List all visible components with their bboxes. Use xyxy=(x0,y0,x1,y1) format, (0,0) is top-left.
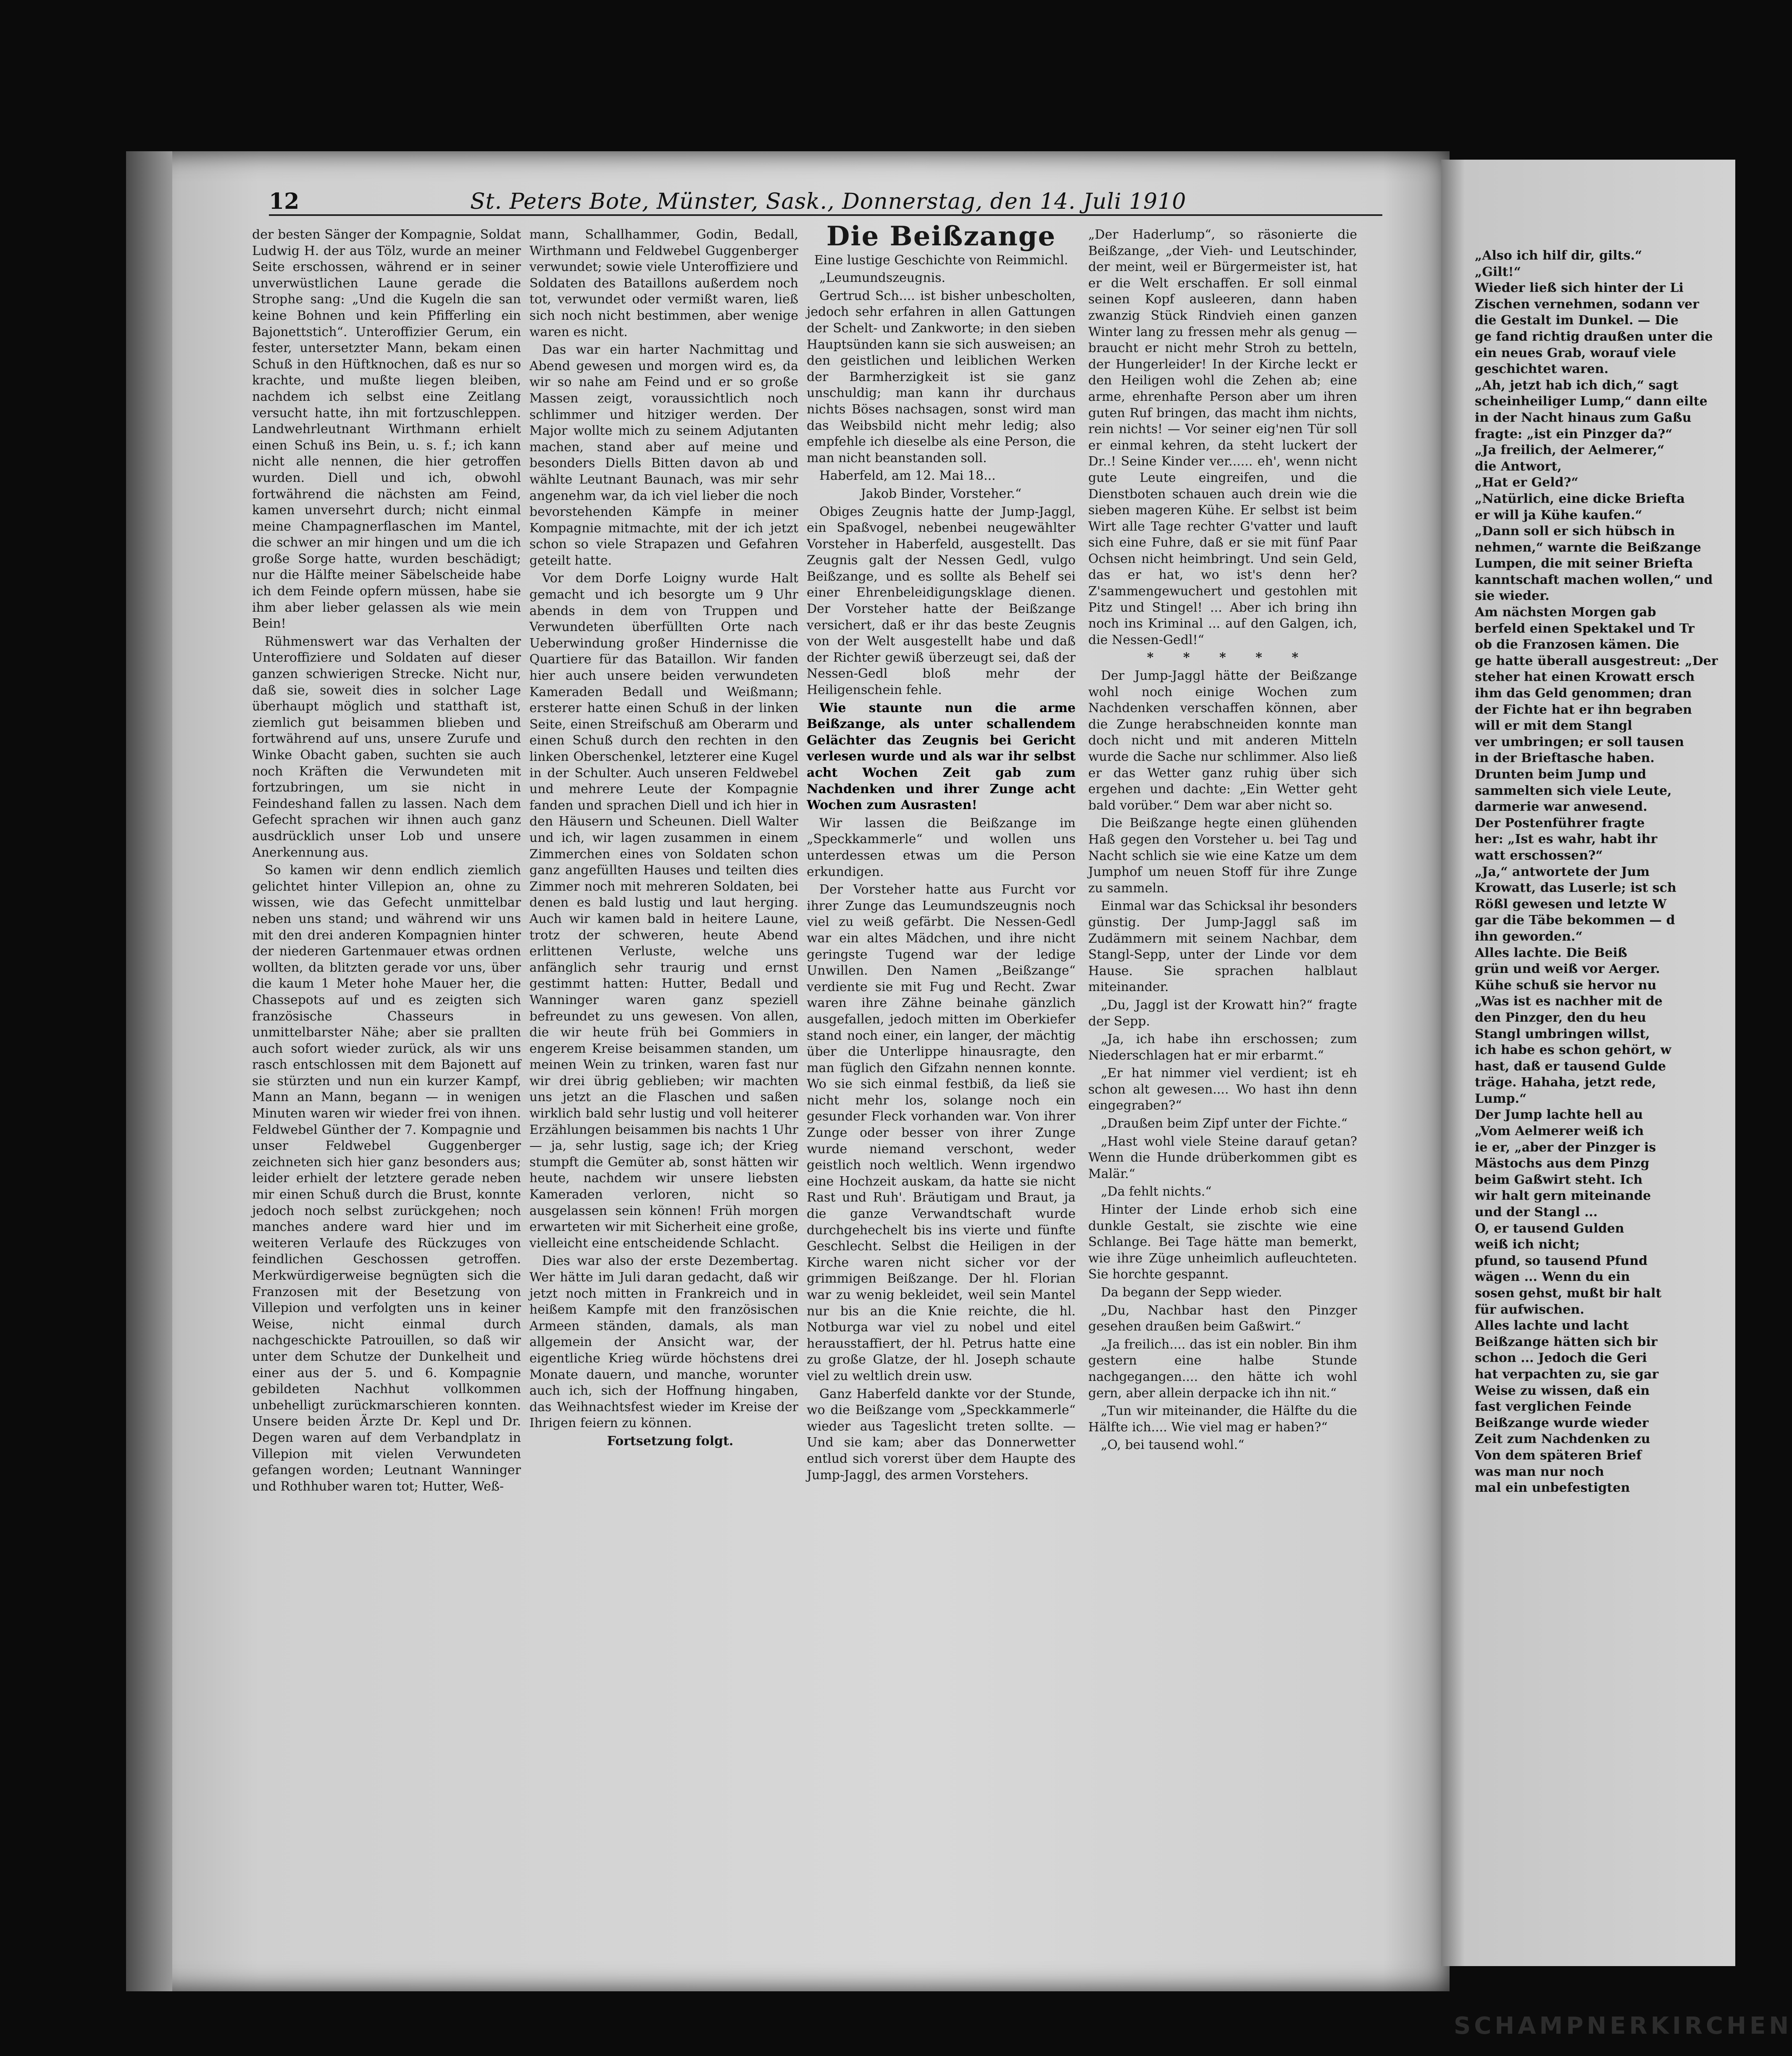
page-number: 12 xyxy=(269,189,300,214)
right-page-line: in der Nacht hinaus zum Gaßu xyxy=(1475,410,1692,425)
right-page-line: „Was ist es nachher mit de xyxy=(1475,994,1663,1009)
right-page-line: Zeit zum Nachdenken zu xyxy=(1475,1432,1650,1447)
bottom-strip-text: SCHAMPNERKIRCHEN xyxy=(1454,2012,1792,2040)
right-page-line: Alles lachte. Die Beiß xyxy=(1475,945,1627,960)
right-page-line: der Fichte hat er ihn begraben xyxy=(1475,702,1692,717)
column-4-paragraph: Hinter der Linde erhob sich eine dunkle Gestalt, sie zischte wie eine Schlange. Bei Tage hätte man bemerkt, wie ihre Züge unheimlich aufleuchteten. Sie horchte gespannt. xyxy=(1088,1202,1357,1282)
right-page-line: hat verpachten zu, sie gar xyxy=(1475,1367,1659,1382)
column-4-paragraph: „Der Haderlump“, so räsonierte die Beißzange, „der Vieh- und Leutschinder, der meint, weil er Bürgermeister ist, hat er die Welt erschaffen. Er soll einmal seinen Kopf ausleeren, dann haben zwanzig Stück Rindvieh einen ganzen Winter lang zu fressen mehr als genug — braucht er nicht mehr Stroh zu betteln, der Hungerleider! In der Kirche leckt er den Heiligen wohl die Zehen ab; eine arme, ehrenhafte Person aber um ihren guten Ruf bringen, das macht ihm nichts, rein nichts! — Vor seiner eig'nen Tür soll er einmal kehren, da steht luckert der Dr..! Seine Kinder ver...... eh', wenn nicht gute Leute eingreifen, und die Dienstboten schauen auch drein wie die sieben mageren Kühe. Er selbst ist beim Wirt alle Tage rechter G'vatter und lauft sich eine Fuhre, daß er sie mit fünf Paar Ochsen nicht heimbringt. Und sein Geld, das er hat, wo ist's denn her? Z'sammengewuchert und gestohlen mit Pitz und Stingel! ... Aber ich bring ihn noch ins Kriminal ... auf den Galgen, ich, die Nessen-Gedl!“ xyxy=(1088,227,1357,647)
right-page-line: Am nächsten Morgen gab xyxy=(1475,605,1656,620)
right-page-text xyxy=(1475,248,1777,1496)
right-page-line: ihm das Geld genommen; dran xyxy=(1475,686,1692,701)
column-3 xyxy=(807,221,1076,1865)
right-page-line: her: „Ist es wahr, habt ihr xyxy=(1475,832,1658,847)
column-4-paragraph: Die Beißzange hegte einen glühenden Haß gegen den Vorsteher u. bei Tag und Nacht schlich sie wie eine Katze um dem Jumphof um neuen Stoff für ihre Zunge zu sammeln. xyxy=(1088,816,1357,896)
right-page-line: Mästochs aus dem Pinzg xyxy=(1475,1156,1650,1171)
masthead: St. Peters Bote, Münster, Sask., Donnerstag, den 14. Juli 1910 xyxy=(470,189,1187,214)
right-page-line: darmerie war anwesend. xyxy=(1475,799,1647,815)
right-page-line: schon ... Jedoch die Geri xyxy=(1475,1351,1647,1366)
right-page-line: Drunten beim Jump und xyxy=(1475,767,1647,782)
right-page-line: ich habe es schon gehört, w xyxy=(1475,1043,1671,1058)
story-subtitle: Eine lustige Geschichte von Reimmichl. xyxy=(814,252,1068,268)
column-1-paragraph: der besten Sänger der Kompagnie, Soldat Ludwig H. der aus Tölz, wurde an meiner Seite erschossen, während er in seiner unverwüstlichen Laune gerade die Strophe sang: „Und die Kugeln die san keine Bohnen und kein Pfifferling ein Bajonettstich“. Unteroffizier Gerum, ein fester, untersetzter Mann, bekam einen Schuß in den Hüftknochen, daß es nur so krachte, und mußte liegen bleiben, nachdem ich selbst eine Zeitlang versucht hatte, ihn mit fortzuschleppen. Landwehrleutnant Wirthmann erhielt einen Schuß ins Bein, u. s. f.; ich kann nicht alle nennen, die hier getroffen wurden. Diell und ich, obwohl fortwährend die nächsten am Feind, kamen unversehrt durch; nicht einmal meine Champagnerflaschen im Mantel, die schwer an mir hingen und um die ich große Sorge hatte, wurden beschädigt; nur die Hälfte meiner Säbelscheide habe ich dem Feinde opfern müssen, habe sie ihm aber lieber gelassen als wie mein Bein! xyxy=(252,227,521,631)
column-3-paragraph: Haberfeld, am 12. Mai 18... xyxy=(819,468,996,484)
right-page-line: Beißzange hätten sich bir xyxy=(1475,1334,1658,1349)
right-page-line: die Gestalt im Dunkel. — Die xyxy=(1475,313,1679,328)
column-1-paragraph: So kamen wir denn endlich ziemlich gelichtet hinter Villepion an, ohne zu wissen, wie das Gefecht unmittelbar neben uns stand; und während wir uns mit den drei anderen Kompagnien hinter der niederen Gartenmauer etwas ordnen wollten, da blitzten gerade vor uns, über die kaum 1 Meter hohe Mauer her, die Chassepots auf und es zeigten sich französische Chasseurs in unmittelbarster Nähe; aber sie prallten auch sofort wieder zurück, als wir uns rasch entschlossen mit dem Bajonett auf sie stürzten und nun ein kurzer Kampf, Mann an Mann, begann — in wenigen Minuten waren wir wieder frei von ihnen. Feldwebel Günther der 7. Kompagnie und unser Feldwebel Guggenberger zeichneten sich hier ganz besonders aus; leider erhielt der letztere gerade neben mir einen Schuß durch die Brust, konnte jedoch noch selbst zurückgehen; noch manches andere ward hier und im weiteren Verlaufe des Rückzuges von feindlichen Geschossen getroffen. Merkwürdigerweise begnügten sich die Franzosen mit der Besetzung von Villepion und verfolgten uns in keiner Weise, nicht einmal durch nachgeschickte Patrouillen, so daß wir unter dem Schutze der Dunkelheit und einer aus der 5. und 6. Kompagnie gebildeten Nachhut vollkommen unbehelligt zurückmarschieren konnten. Unsere beiden Ärzte Dr. Kepl und Dr. Degen waren auf dem Verbandplatz in Villepion mit vielen Verwundeten gefangen worden; Leutnant Wanninger und Rothhuber waren tot; Hutter, Weß- xyxy=(252,863,521,1494)
right-page-line: ihn geworden.“ xyxy=(1475,929,1583,944)
column-3-paragraph: Obiges Zeugnis hatte der Jump-Jaggl, ein Spaßvogel, nebenbei neugewählter Vorsteher in Haberfeld, ausgestellt. Das Zeugnis galt der Nessen Gedl, vulgo Beißzange, und es sollte als Behelf sei einer Ehrenbeleidigungsklage dienen. Der Vorsteher hatte der Beißzange versichert, daß er ihr das beste Zeugnis von der Welt ausgestellt habe und daß der Richter gewiß überzeugt sei, daß der Nessen-Gedl bloß mehr der Heiligenschein fehle. xyxy=(807,504,1076,698)
right-page-line: will er mit dem Stangl xyxy=(1475,718,1632,734)
right-page-line: ver umbringen; er soll tausen xyxy=(1475,734,1684,749)
column-1 xyxy=(252,227,521,1865)
right-page-line: für aufwischen. xyxy=(1475,1302,1584,1317)
right-page-line: was man nur noch xyxy=(1475,1464,1604,1479)
right-page-line: watt erschossen?“ xyxy=(1475,848,1603,863)
right-page-line: Lumpen, die mit seiner Briefta xyxy=(1475,556,1693,571)
column-4-paragraph: „Du, Jaggl ist der Krowatt hin?“ fragte der Sepp. xyxy=(1088,997,1357,1029)
column-1-paragraph: Rühmenswert war das Verhalten der Unteroffiziere und Soldaten auf dieser ganzen schwierigen Strecke. Nicht nur, daß sie, soweit dies in solcher Lage überhaupt möglich und statthaft ist, ziemlich gut beisammen blieben und fortwährend auf uns, unsere Zurufe und Winke Obacht gaben, suchten sie auch noch Kräften die Verwundeten mit fortzubringen, um sie nicht in Feindeshand fallen zu lassen. Nach dem Gefecht sprachen wir ihnen auch ganz ausdrücklich unser Lob und unsere Anerkennung aus. xyxy=(252,634,521,860)
right-page-line: sammelten sich viele Leute, xyxy=(1475,783,1672,798)
right-page-line: den Pinzger, den du heu xyxy=(1475,1010,1646,1025)
right-page-line: „Hat er Geld?“ xyxy=(1475,475,1579,490)
right-page-line: „Ja,“ antwortete der Jum xyxy=(1475,864,1650,879)
column-4-paragraph: „Da fehlt nichts.“ xyxy=(1101,1184,1212,1199)
page-header xyxy=(269,185,1382,216)
right-page-line: ob die Franzosen kämen. Die xyxy=(1475,637,1679,652)
right-page-line: wägen ... Wenn du ein xyxy=(1475,1270,1630,1285)
column-2-paragraph: Vor dem Dorfe Loigny wurde Halt gemacht und ich besorgte um 9 Uhr abends in dem von Truppen und Verwundeten überfüllten Orte nach Ueberwindung großer Hindernisse die Quartiere für das Bataillon. Wir fanden hier auch unsere beiden verwundeten Kameraden Bedall und Weißmann; ersterer hatte einen Schuß in der linken Seite, einen Streifschuß am Oberarm und einen Schuß durch den rechten in den linken Oberschenkel, letzterer eine Kugel in der Schulter. Auch unseren Feldwebel und mehrere Leute der Kompagnie fanden und sprachen Diell und ich hier in den Häusern und Scheunen. Diell Walter und ich, wir lagen zusammen in einem Zimmerchen eines von Soldaten schon ganz angefüllten Hauses und teilten dies Zimmer noch mit mehreren Soldaten, bei denen es bald lustig und laut herging. Auch wir kamen bald in heitere Laune, trotz der schweren, heute Abend erlittenen Verluste, welche uns anfänglich sehr traurig und ernst gestimmt hatten: Hutter, Bedall und Wanninger waren ganz speziell befreundet zu uns gewesen. Von allen, die wir heute früh bei Gommiers in engerem Kreise beisammen standen, um meinen Wein zu trinken, waren fast nur wir drei übrig geblieben; wir machten uns jetzt an die Flaschen und saßen wirklich bald sehr lustig und voll heiterer Erzählungen beisammen bis nachts 1 Uhr — ja, sehr lustig, sage ich; der Krieg stumpft die Gemüter ab, sonst hätten wir heute, nachdem wir unsere liebsten Kameraden verloren, nicht so ausgelassen sein können! Früh morgen erwarteten wir mit Sicherheit eine große, vielleicht eine entscheidende Schlacht. xyxy=(529,571,798,1251)
right-page-line: „Dann soll er sich hübsch in xyxy=(1475,524,1675,539)
right-page-line: pfund, so tausend Pfund xyxy=(1475,1253,1648,1268)
column-4-paragraph: „Hast wohl viele Steine darauf getan? Wenn die Hunde drüberkommen gibt es Malär.“ xyxy=(1088,1134,1357,1181)
right-page-line: Stangl umbringen willst, xyxy=(1475,1026,1650,1041)
column-2-paragraph: Das war ein harter Nachmittag und Abend gewesen und morgen wird es, da wir so nahe am Feind und er so große Massen zeigt, voraussichtlich noch schlimmer und hitziger werden. Der Major wollte mich zu seinem Adjutanten machen, stand aber auf meine und besonders Diells Bitten davon ab und wählte Leutnant Baunach, was mir sehr angenehm war, da ich viel lieber die noch bevorstehenden Kämpfe in meiner Kompagnie mitmachte, mit der ich jetzt schon so viele Strapazen und Gefahren geteilt hatte. xyxy=(529,342,798,568)
right-page-line: „Vom Aelmerer weiß ich xyxy=(1475,1124,1644,1139)
right-page-line: Beißzange wurde wieder xyxy=(1475,1415,1649,1430)
right-page-line: und der Stangl ... xyxy=(1475,1205,1598,1220)
right-page-line: „Ja freilich, der Aelmerer,“ xyxy=(1475,443,1665,458)
right-page-line: Kühe schuß sie hervor nu xyxy=(1475,978,1657,993)
column-4-paragraph: „O, bei tausend wohl.“ xyxy=(1101,1438,1245,1453)
right-page-line: scheinheiliger Lump,“ dann eilte xyxy=(1475,394,1708,409)
book-spine-shadow xyxy=(126,151,172,1991)
story-title: Die Beißzange xyxy=(826,221,1056,252)
right-page-line: berfeld einen Spektakel und Tr xyxy=(1475,621,1695,636)
right-page-line: Krowatt, das Luserle; ist sch xyxy=(1475,881,1676,896)
column-4-paragraph: „Er hat nimmer viel verdient; ist eh schon alt gewesen.... Wo hast ihn denn eingegraben?“ xyxy=(1088,1066,1357,1113)
open-book-right-page xyxy=(1441,160,1735,1966)
right-page-line: sosen gehst, mußt bir halt xyxy=(1475,1286,1662,1301)
right-page-line: Wieder ließ sich hinter der Li xyxy=(1475,281,1684,296)
right-page-line: die Antwort, xyxy=(1475,459,1562,474)
right-page-line: sie wieder. xyxy=(1475,589,1550,604)
column-2-paragraph: Dies war also der erste Dezembertag. Wer hätte im Juli daran gedacht, daß wir jetzt noch mitten in Frankreich und in heißem Kampfe mit den französischen Armeen ständen, damals, als man allgemein der Ansicht war, der eigentliche Krieg würde höchstens drei Monate dauern, und manche, worunter auch ich, sich der Hoffnung hingaben, das Weihnachtsfest wieder im Kreise der Ihrigen feiern zu können. xyxy=(529,1254,798,1431)
column-4-paragraph: „Du, Nachbar hast den Pinzger gesehen draußen beim Gaßwirt.“ xyxy=(1088,1303,1357,1334)
right-page-line: geschichtet waren. xyxy=(1475,362,1609,377)
column-4-paragraph: Einmal war das Schicksal ihr besonders günstig. Der Jump-Jaggl saß im Zudämmern mit seinem Nachbar, dem Stangl-Sepp, unter der Linde vor dem Hause. Sie sprachen halblaut miteinander. xyxy=(1088,899,1357,995)
column-4-paragraph: Da begann der Sepp wieder. xyxy=(1101,1285,1282,1300)
column-4-paragraph: „Ja, ich habe ihn erschossen; zum Niederschlagen hat er mir erbarmt.“ xyxy=(1088,1032,1357,1063)
right-page-line: ein neues Grab, worauf viele xyxy=(1475,345,1676,360)
right-page-line: fragte: „ist ein Pinzger da?“ xyxy=(1475,426,1673,442)
right-page-line: Der Jump lachte hell au xyxy=(1475,1107,1643,1123)
right-page-line: „Gilt!“ xyxy=(1475,264,1521,279)
column-3-paragraph: Ganz Haberfeld dankte vor der Stunde, wo die Beißzange vom „Speckkammerle“ wieder aus Tageslicht treten sollte. — Und sie kam; aber das Donnerwetter entlud sich vorerst über dem Haupte des Jump-Jaggl, des armen Vorstehers. xyxy=(807,1386,1076,1483)
right-page-line: „Ah, jetzt hab ich dich,“ sagt xyxy=(1475,378,1679,393)
right-page-line: Lump.“ xyxy=(1475,1091,1527,1106)
right-page-line: hast, daß er tausend Gulde xyxy=(1475,1059,1666,1074)
column-3-paragraph: Wie staunte nun die arme Beißzange, als unter schallendem Gelächter das Zeugnis bei Gericht verlesen wurde und als war ihr selbst acht Wochen Zeit gab zum Nachdenken und ihrer Zunge acht Wochen zum Ausrasten! xyxy=(807,700,1076,813)
column-3-paragraph: „Leumundszeugnis. xyxy=(819,271,946,286)
right-page-line: beim Gaßwirt steht. Ich xyxy=(1475,1172,1643,1187)
right-page-line: „Also ich hilf dir, gilts.“ xyxy=(1475,248,1642,263)
right-page-line: ie er, „aber der Pinzger is xyxy=(1475,1140,1656,1155)
column-4-paragraph: „Draußen beim Zipf unter der Fichte.“ xyxy=(1101,1116,1347,1131)
right-page-line: ge fand richtig draußen unter die xyxy=(1475,329,1713,344)
right-page-line: in der Brieftasche haben. xyxy=(1475,751,1655,766)
right-page-line: O, er tausend Gulden xyxy=(1475,1221,1624,1236)
right-page-line: steher hat einen Krowatt ersch xyxy=(1475,670,1695,685)
right-page-line: Der Postenführer fragte xyxy=(1475,815,1645,831)
column-4-paragraph: Der Jump-Jaggl hätte der Beißzange wohl noch einige Wochen zum Nachdenken verschaffen können, aber die Zunge herabschneiden konnte man doch nicht und mit anderen Mitteln wurde die Sache nur schlimmer. Also ließ er das Wetter ganz ruhig über sich ergehen und dachte: „Ein Wetter geht bald vorüber.“ Dem war aber nicht so. xyxy=(1088,668,1357,813)
right-page-line: grün und weiß vor Aerger. xyxy=(1475,962,1660,977)
right-page-line: Zischen vernehmen, sodann ver xyxy=(1475,297,1699,312)
right-page-line: ge hatte überall ausgestreut: „Der xyxy=(1475,653,1718,668)
right-page-line: fast verglichen Feinde xyxy=(1475,1399,1632,1414)
column-3-paragraph: Der Vorsteher hatte aus Furcht vor ihrer Zunge das Leumundszeugnis noch viel zu weiß gefärbt. Die Nessen-Gedl war ein altes Mädchen, und ihre nicht geringste Tugend war der ledige Unwillen. Den Namen „Beißzange“ verdiente sie mit Fug und Recht. Zwar waren ihre Zähne beinahe gänzlich ausgefallen, jedoch mitten im Oberkiefer stand noch einer, ein langer, der mächtig über die Unterlippe hinausragte, den man füglich den Gifzahn nennen konnte. Wo sie sich einmal festbiß, da ließ sie nicht mehr los, solange noch ein gesunder Fleck vorhanden war. Von ihrer Zunge oder besser von ihrer Zunge wurde niemand verschont, weder geistlich noch weltlich. Wenn irgendwo eine Hochzeit auskam, da hatte sie nicht Rast und Ruh'. Bräutigam und Braut, ja die ganze Verwandtschaft wurde durchgehechelt bis ins vierte und fünfte Geschlecht. Selbst die Heiligen in der Kirche waren nicht sicher vor der grimmigen Beißzange. Der hl. Florian war zu wenig bekleidet, weil sein Mantel nur bis an die Knie reichte, die hl. Notburga war viel zu nobel und eitel herausstaffiert, der hl. Petrus hatte eine zu große Glatze, der hl. Joseph schaute viel zu weltlich drein usw. xyxy=(807,882,1076,1383)
column-3-paragraph: Gertrud Sch.... ist bisher unbescholten, jedoch sehr erfahren in allen Gattungen der Schelt- und Zankworte; in den sieben Hauptsünden kann sie sich ausweisen; an den geistlichen und leiblichen Werken der Barmherzigkeit ist sie ganz unschuldig; man kann ihr durchaus nichts Böses nachsagen, sonst wird man das Weibsbild nicht mehr ledig; also empfehle ich dieselbe als eine Person, die man nicht beanstanden soll. xyxy=(807,288,1076,465)
right-page-line: wir halt gern miteinande xyxy=(1475,1188,1651,1204)
right-page-line: „Natürlich, eine dicke Briefta xyxy=(1475,491,1685,506)
right-page-line: träge. Hahaha, jetzt rede, xyxy=(1475,1075,1656,1090)
right-page-line: nehmen,“ warnte die Beißzange xyxy=(1475,540,1701,555)
section-separator: * * * * * xyxy=(1147,650,1311,665)
column-3-paragraph: Jakob Binder, Vorsteher.“ xyxy=(860,486,1022,501)
right-page-line: Alles lachte und lacht xyxy=(1475,1318,1629,1333)
column-4 xyxy=(1088,227,1357,1865)
right-page-line: Weise zu wissen, daß ein xyxy=(1475,1383,1650,1398)
right-page-line: weiß ich nicht; xyxy=(1475,1237,1580,1252)
right-page-line: mal ein unbefestigten xyxy=(1475,1480,1630,1496)
column-4-paragraph: „Tun wir miteinander, die Hälfte du die Hälfte ich.... Wie viel mag er haben?“ xyxy=(1088,1404,1357,1435)
continuation-note: Fortsetzung folgt. xyxy=(607,1433,734,1449)
right-page-line: gar die Täbe bekommen — d xyxy=(1475,913,1675,928)
right-page-line: er will ja Kühe kaufen.“ xyxy=(1475,507,1642,523)
column-2 xyxy=(529,227,798,1865)
right-page-line: Rößl gewesen und letzte W xyxy=(1475,897,1667,912)
column-2-paragraph: mann, Schallhammer, Godin, Bedall, Wirthmann und Feldwebel Guggenberger verwundet; sowie viele Unteroffiziere und Soldaten des Bataillons außerdem noch tot, verwundet oder vermißt waren, ließ sich noch nicht bestimmen, aber wenige waren es nicht. xyxy=(529,227,798,339)
right-page-line: Von dem späteren Brief xyxy=(1475,1448,1642,1463)
column-4-paragraph: „Ja freilich.... das ist ein nobler. Bin ihm gestern eine halbe Stunde nachgegangen.... den hätte ich wohl gern, aber allein derpacke ich ihn nit.“ xyxy=(1088,1337,1357,1401)
right-page-line: kanntschaft machen wollen,“ und xyxy=(1475,572,1713,587)
column-3-paragraph: Wir lassen die Beißzange im „Speckkammerle“ und wollen uns unterdessen etwas um die Person erkundigen. xyxy=(807,815,1076,879)
